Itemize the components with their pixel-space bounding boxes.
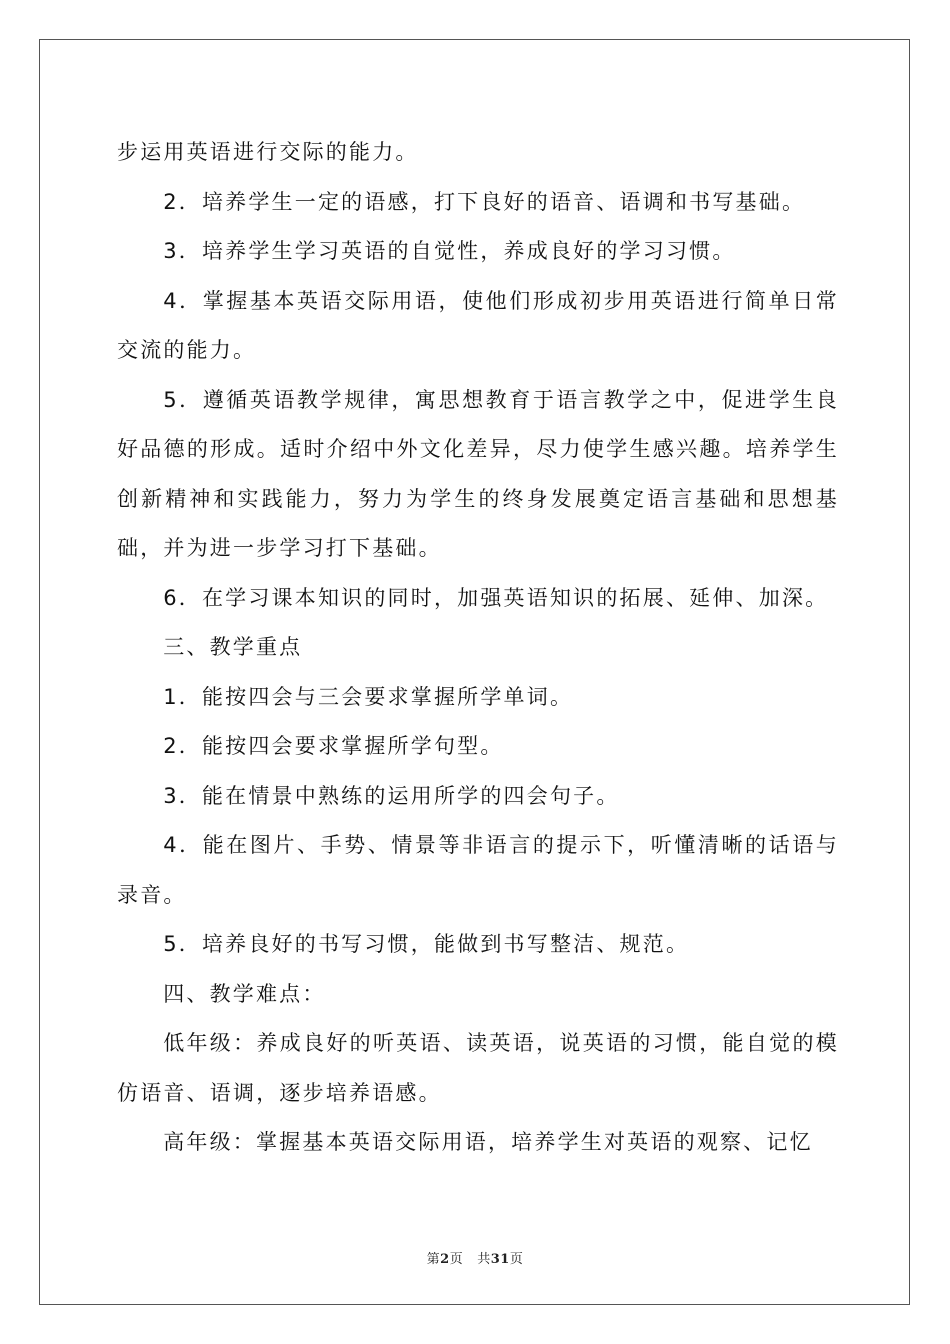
paragraph: 1．能按四会与三会要求掌握所学单词。 <box>163 684 574 709</box>
total-prefix: 共 <box>477 1252 491 1267</box>
paragraph: 5．遵循英语教学规律，寓思想教育于语言教学之中，促进学生良好品德的形成。适时介绍中外文化差异，尽力使学生感兴趣。培养学生创新精神和实践能力，努力为学生的终身发展奠定语言基础和思想基础，并为进一步学习打下基础。 <box>117 387 839 560</box>
paragraph: 三、教学重点 <box>163 635 303 659</box>
paragraph: 3．培养学生学习英语的自觉性，养成良好的学习习惯。 <box>163 239 736 263</box>
paragraph: 四、教学难点： <box>163 981 326 1006</box>
paragraph: 步运用英语进行交际的能力。 <box>117 140 419 164</box>
paragraph: 6．在学习课本知识的同时，加强英语知识的拓展、延伸、加深。 <box>163 585 829 610</box>
page-prefix: 第 <box>426 1252 441 1267</box>
paragraph: 5．培养良好的书写习惯，能做到书写整洁、规范。 <box>163 932 690 956</box>
document-body <box>117 128 839 1168</box>
paragraph: 3．能在情景中熟练的运用所学的四会句子。 <box>163 783 620 808</box>
paragraph: 2．能按四会要求掌握所学句型。 <box>163 734 504 758</box>
total-pages: 31 <box>490 1252 510 1267</box>
page-number: 2 <box>440 1252 450 1267</box>
paragraph: 4．掌握基本英语交际用语，使他们形成初步用英语进行简单日常交流的能力。 <box>117 288 839 362</box>
page-footer <box>0 1248 950 1267</box>
total-suffix: 页 <box>509 1252 524 1267</box>
paragraph: 低年级：养成良好的听英语、读英语，说英语的习惯，能自觉的模仿语音、语调，逐步培养语感。 <box>117 1031 839 1105</box>
paragraph: 4．能在图片、手势、情景等非语言的提示下，听懂清晰的话语与录音。 <box>117 833 839 907</box>
page-suffix: 页 <box>449 1252 464 1267</box>
paragraph: 高年级：掌握基本英语交际用语，培养学生对英语的观察、记忆 <box>163 1130 813 1154</box>
paragraph: 2．培养学生一定的语感，打下良好的语音、语调和书写基础。 <box>163 189 806 214</box>
